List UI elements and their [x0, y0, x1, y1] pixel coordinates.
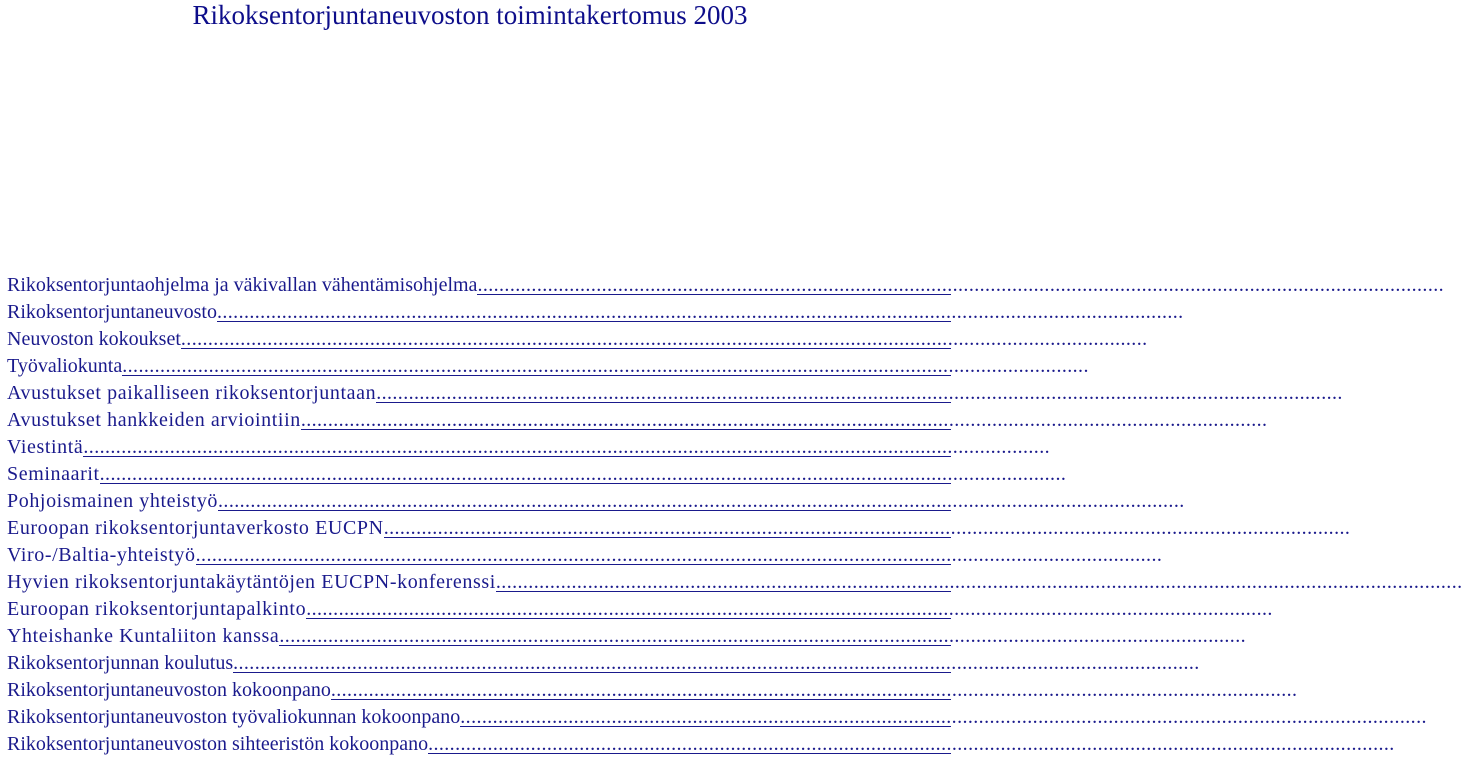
toc-item-label: Neuvoston kokoukset — [7, 328, 181, 350]
toc-item-rikoksentorjuntapalkinto[interactable] — [7, 596, 1273, 623]
toc-item-label: Euroopan rikoksentorjuntapalkinto — [7, 598, 307, 620]
toc-item-label: Rikoksentorjuntaneuvosto — [7, 301, 217, 323]
toc-item-eucpn[interactable] — [7, 515, 1351, 542]
toc-item-label: Seminaarit — [7, 463, 100, 485]
toc-dot-leader: ................................................................................................................................................................................... — [300, 409, 1268, 431]
toc-item-kokoonpano[interactable] — [7, 677, 1298, 704]
toc-dot-leader: ................................................................................................................................................................................... — [460, 706, 1427, 728]
toc-item-label: Avustukset paikalliseen rikoksentorjuntaan — [7, 382, 377, 404]
toc-item-avustukset-paikalliseen[interactable] — [7, 380, 1343, 407]
toc-item-seminaarit[interactable] — [7, 461, 1067, 488]
toc-dot-leader: ................................................................................................................................................................................... — [83, 436, 1051, 458]
toc-item-label: Viro-/Baltia-yhteistyö — [7, 544, 196, 566]
toc-item-koulutus[interactable] — [7, 650, 1200, 677]
toc-item-label: Pohjoismainen yhteistyö — [7, 490, 219, 512]
toc-item-tyovaliokunnan-kokoonpano[interactable] — [7, 704, 1427, 731]
toc-dot-leader: ................................................................................................................................................................................... — [99, 463, 1067, 485]
toc-item-label: Hyvien rikoksentorjuntakäytäntöjen EUCPN-konferenssi — [7, 571, 496, 593]
toc-item-viro-baltia[interactable] — [7, 542, 1163, 569]
toc-item-label: Rikoksentorjunnan koulutus — [7, 652, 234, 674]
toc-item-label: Rikoksentorjuntaneuvoston kokoonpano — [7, 679, 331, 701]
table-of-contents — [7, 272, 1463, 758]
toc-dot-leader: ................................................................................................................................................................................... — [495, 571, 1463, 593]
toc-dot-leader: ................................................................................................................................................................................... — [376, 382, 1343, 404]
toc-dot-leader: ................................................................................................................................................................................... — [180, 328, 1148, 350]
toc-dot-leader: ................................................................................................................................................................................... — [195, 544, 1163, 566]
toc-dot-leader: ................................................................................................................................................................................... — [279, 625, 1247, 647]
toc-dot-leader: ................................................................................................................................................................................... — [477, 274, 1445, 296]
toc-item-eucpn-konferenssi[interactable] — [7, 569, 1463, 596]
toc-dot-leader: ................................................................................................................................................................................... — [233, 652, 1200, 674]
toc-item-sihteeriston-kokoonpano[interactable] — [7, 731, 1395, 758]
toc-item-rikoksentorjuntaneuvosto[interactable] — [7, 299, 1184, 326]
toc-item-label: Viestintä — [7, 436, 84, 458]
toc-item-rikoksentorjuntaohjelma[interactable] — [7, 272, 1445, 299]
toc-item-viestinta[interactable] — [7, 434, 1051, 461]
toc-item-tyovaliokunta[interactable] — [7, 353, 1089, 380]
toc-dot-leader: ................................................................................................................................................................................... — [306, 598, 1273, 620]
toc-item-label: Rikoksentorjuntaneuvoston sihteeristön kokoonpano — [7, 733, 429, 755]
toc-item-label: Avustukset hankkeiden arviointiin — [7, 409, 301, 431]
toc-dot-leader: ................................................................................................................................................................................... — [218, 490, 1185, 512]
toc-item-neuvoston-kokoukset[interactable] — [7, 326, 1148, 353]
document-title: Rikoksentorjuntaneuvoston toimintakertomus 2003 — [192, 0, 748, 30]
toc-item-kuntaliitto[interactable] — [7, 623, 1247, 650]
toc-dot-leader: ................................................................................................................................................................................... — [428, 733, 1395, 755]
toc-item-label: Rikoksentorjuntaohjelma ja väkivallan vähentämisohjelma — [7, 274, 478, 296]
toc-dot-leader: ................................................................................................................................................................................... — [383, 517, 1351, 539]
toc-item-label: Työvaliokunta — [7, 355, 123, 377]
toc-dot-leader: ................................................................................................................................................................................... — [122, 355, 1089, 377]
toc-item-label: Rikoksentorjuntaneuvoston työvaliokunnan kokoonpano — [7, 706, 461, 728]
toc-item-label: Euroopan rikoksentorjuntaverkosto EUCPN — [7, 517, 384, 539]
toc-item-avustukset-arviointiin[interactable] — [7, 407, 1268, 434]
toc-item-label: Yhteishanke Kuntaliiton kanssa — [7, 625, 280, 647]
toc-item-pohjoismainen-yhteistyo[interactable] — [7, 488, 1185, 515]
toc-dot-leader: ................................................................................................................................................................................... — [216, 301, 1184, 323]
toc-dot-leader: ................................................................................................................................................................................... — [330, 679, 1298, 701]
